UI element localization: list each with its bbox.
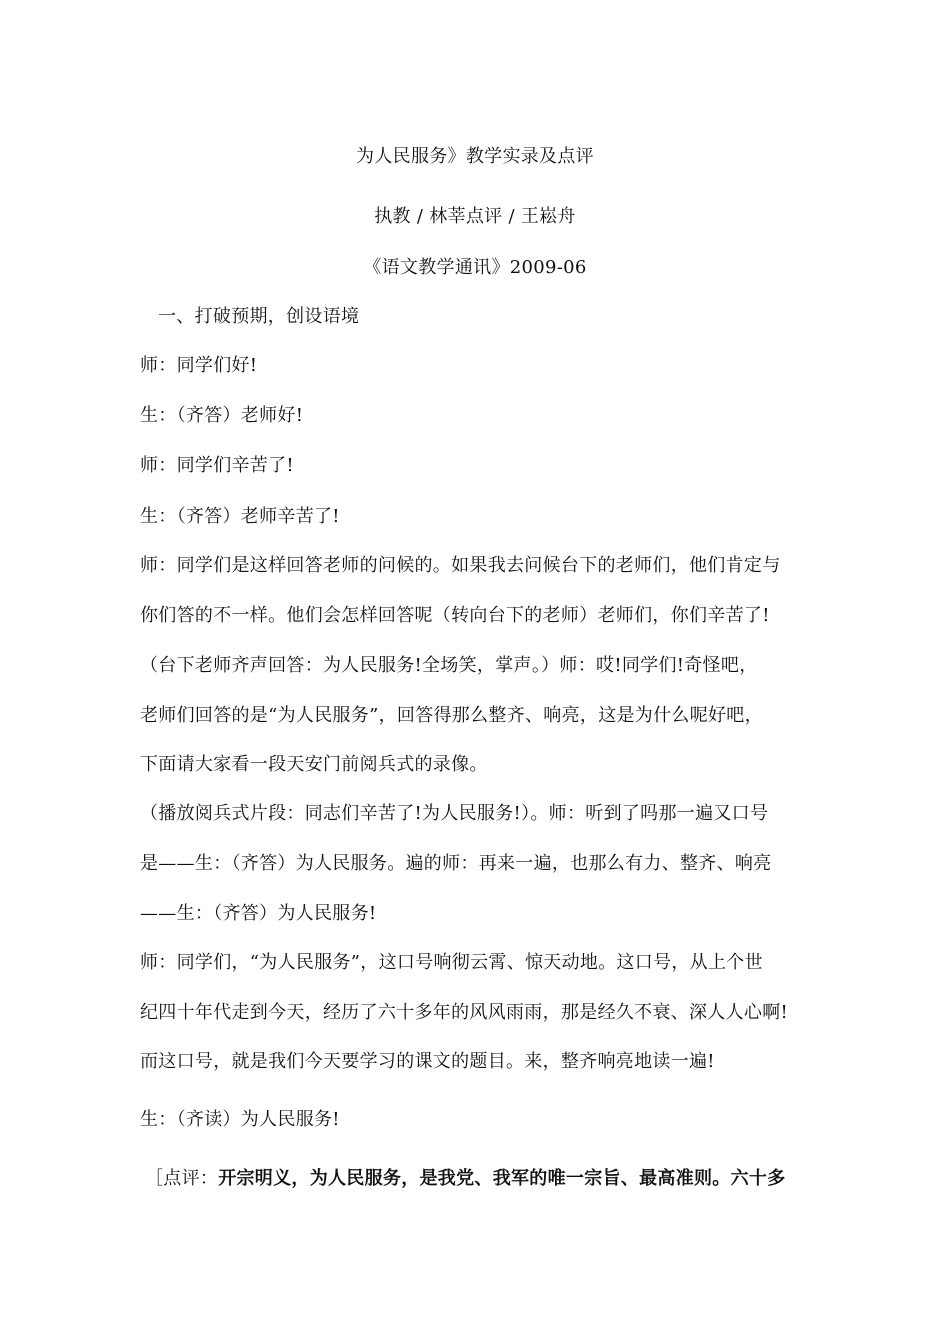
text-line: 师：同学们是这样回答老师的问候的。如果我去问候台下的老师们，他们肯定与 (140, 555, 781, 576)
text-line: 生：（齐答）老师好! (140, 405, 304, 426)
text-line: 是——生：（齐答）为人民服务。遍的师：再来一遍，也那么有力、整齐、响亮 (140, 853, 772, 874)
section-heading: 一、打破预期，创设语境 (158, 306, 360, 327)
text-line: ——生：（齐答）为人民服务! (140, 903, 377, 924)
text-line: 下面请大家看一段天安门前阅兵式的录像。 (140, 754, 488, 775)
document-title: 为人民服务》教学实录及点评 (356, 146, 594, 167)
text-line: （台下老师齐声回答：为人民服务!全场笑，掌声。）师：哎!同学们!奇怪吧， (140, 655, 758, 676)
source-citation: 《语文教学通讯》2009-06 (363, 257, 587, 278)
text-line: 老师们回答的是“为人民服务”，回答得那么整齐、响亮，这是为什么呢好吧， (140, 705, 763, 726)
text-line: （播放阅兵式片段：同志们辛苦了!为人民服务!）。师：听到了吗那一遍又口号 (140, 803, 769, 824)
comment-prefix: ［点评： (145, 1168, 219, 1189)
text-line: 生：（齐读）为人民服务! (140, 1109, 340, 1130)
text-line: 纪四十年代走到今天，经历了六十多年的风风雨雨，那是经久不衰、深人人心啊! (140, 1002, 789, 1023)
comment-line (145, 1167, 835, 1191)
text-line: 师：同学们好! (140, 355, 258, 376)
text-line: 生：（齐答）老师辛苦了! (140, 506, 340, 527)
byline: 执教 / 林莘点评 / 王崧舟 (374, 206, 576, 227)
comment-text: 开宗明义，为人民服务，是我党、我军的唯一宗旨、最高准则。六十多 (218, 1168, 786, 1189)
text-line: 师：同学们，“为人民服务”，这口号响彻云霄、惊天动地。这口号，从上个世 (140, 952, 763, 973)
text-line: 而这口号，就是我们今天要学习的课文的题目。来，整齐响亮地读一遍! (140, 1051, 715, 1072)
text-line: 师：同学们辛苦了! (140, 455, 294, 476)
text-line: 你们答的不一样。他们会怎样回答呢（转向台下的老师）老师们，你们辛苦了! (140, 605, 770, 626)
